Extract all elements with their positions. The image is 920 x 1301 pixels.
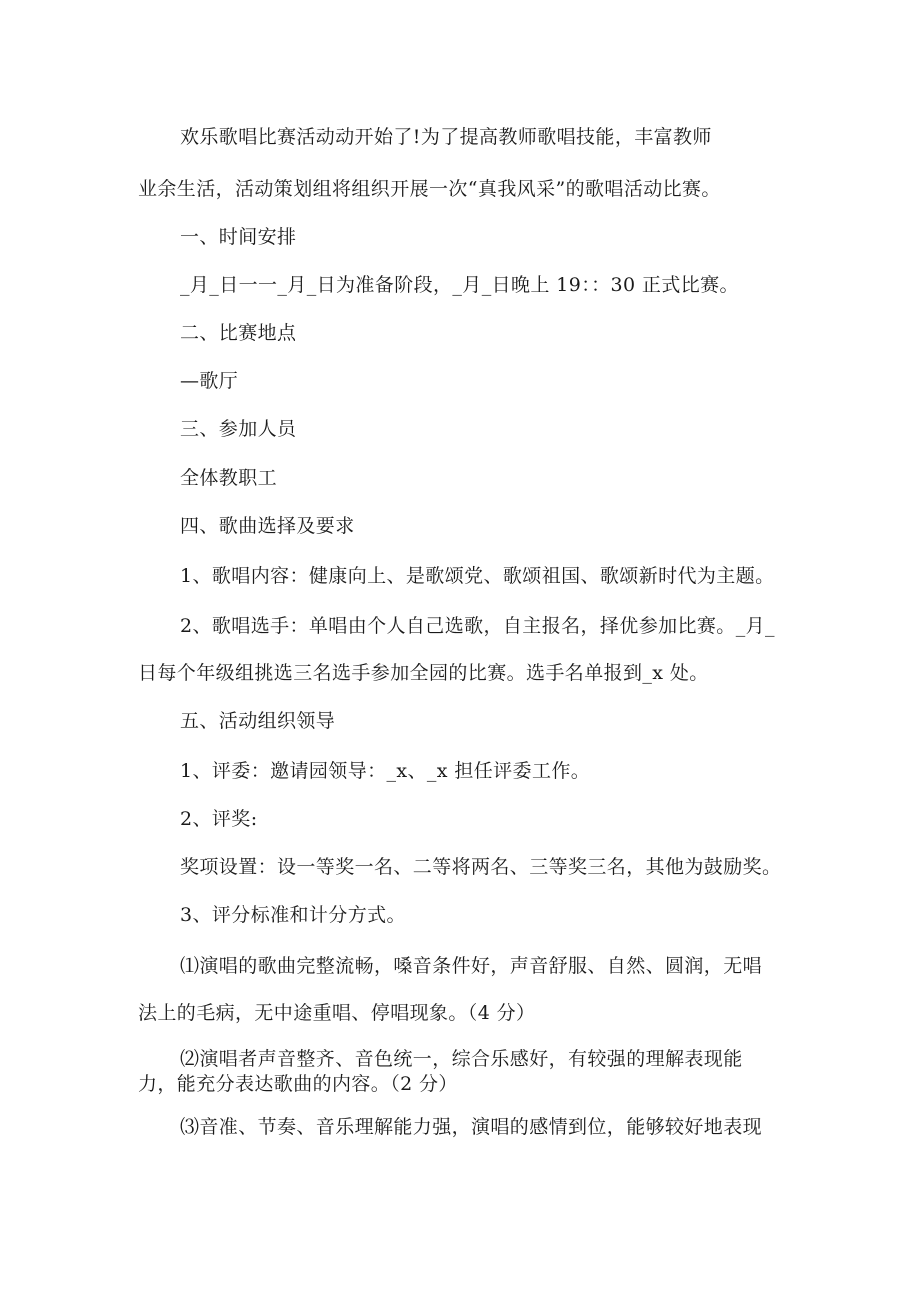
awards-item: 2、评奖: [180,808,258,830]
song-content-item: 1、歌唱内容：健康向上、是歌颂党、歌颂祖国、歌颂新时代为主题。 [180,565,775,587]
schedule-text: _月_日一一_月_日为准备阶段，_月_日晚上 19：：30 正式比赛。 [180,274,739,296]
criterion-1-line-1: ⑴演唱的歌曲完整流畅，嗓音条件好，声音舒服、自然、圆润，无唱 [180,955,763,977]
section-heading-participants: 三、参加人员 [180,418,297,440]
section-heading-time: 一、时间安排 [180,226,297,248]
awards-setup-text: 奖项设置：设一等奖一名、二等将两名、三等奖三名，其他为鼓励奖。 [180,856,782,878]
venue-text: —歌厅 [180,370,239,392]
singer-item-line-2: 日每个年级组挑选三名选手参加全园的比赛。选手名单报到_x 处。 [138,662,709,684]
section-heading-organization: 五、活动组织领导 [180,710,336,732]
judges-item: 1、评委：邀请园领导：_x、_x 担任评委工作。 [180,760,591,782]
scoring-item: 3、评分标准和计分方式。 [180,904,406,926]
criterion-1-line-2: 法上的毛病，无中途重唱、停唱现象。（4 分） [138,1002,536,1024]
section-heading-songs: 四、歌曲选择及要求 [180,515,355,537]
criterion-2-line-2: 力，能充分表达歌曲的内容。（2 分） [138,1073,458,1095]
intro-line-1: 欢乐歌唱比赛活动动开始了!为了提高教师歌唱技能，丰富教师 [180,126,712,148]
participants-text: 全体教职工 [180,467,278,489]
section-heading-venue: 二、比赛地点 [180,322,297,344]
singer-item-line-1: 2、歌唱选手：单唱由个人自己选歌，自主报名，择优参加比赛。_月_ [180,615,775,637]
intro-line-2: 业余生活，活动策划组将组织开展一次“真我风采”的歌唱活动比赛。 [138,178,721,200]
criterion-3-line-1: ⑶音准、节奏、音乐理解能力强，演唱的感情到位，能够较好地表现 [180,1116,763,1138]
criterion-2-line-1: ⑵演唱者声音整齐、音色统一，综合乐感好，有较强的理解表现能 [180,1048,743,1070]
